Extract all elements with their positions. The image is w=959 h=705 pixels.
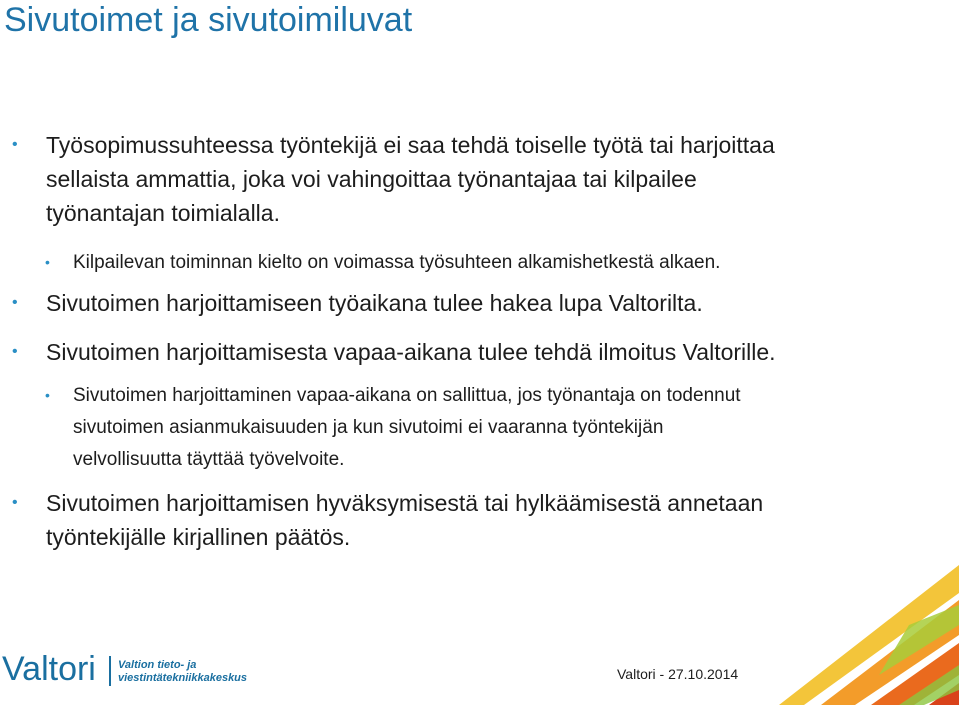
bullet-dot: • [45,387,50,403]
slide-title: Sivutoimet ja sivutoimiluvat [4,1,413,39]
bullet-line: velvollisuutta täyttää työvelvoite. [73,449,345,470]
bullet-line: Kilpailevan toiminnan kielto on voimassa työsuhteen alkamishetkestä alkaen. [73,252,721,273]
logo-tagline-2: viestintätekniikkakeskus [118,672,248,684]
logo-tagline-1: Valtion tieto- ja [118,659,197,671]
bullet-dot: • [45,254,50,270]
bullet-item [12,128,775,230]
bullet-dot: • [12,494,18,511]
bullet-line: Sivutoimen harjoittamiseen työaikana tulee hakea lupa Valtorilta. [46,290,703,316]
bullet-line: Sivutoimen harjoittaminen vapaa-aikana on sallittua, jos työnantaja on todennut [73,385,741,406]
bullet-line: Sivutoimen harjoittamisen hyväksymisestä tai hylkäämisestä annetaan [46,490,764,516]
bullet-dot: • [12,343,18,360]
sub-bullet-item [45,247,721,279]
footer-text: Valtori - 27.10.2014 [617,666,739,682]
bullet-item [12,486,764,554]
bullet-line: työntekijälle kirjallinen päätös. [46,524,351,550]
logo-divider [109,656,111,686]
bullet-line: Työsopimussuhteessa työntekijä ei saa tehdä toiselle työtä tai harjoittaa [46,132,775,158]
bullet-line: Sivutoimen harjoittamisesta vapaa-aikana tulee tehdä ilmoitus Valtorille. [46,339,776,365]
decorative-stripes [759,565,959,705]
bullet-dot: • [12,136,18,153]
bullet-line: sellaista ammattia, joka voi vahingoittaa työnantajaa tai kilpailee [46,166,697,192]
logo-wordmark: Valtori [2,650,96,688]
sub-bullet-item [45,380,741,476]
valtori-logo [0,642,248,703]
bullet-line: työnantajan toimialalla. [46,200,280,226]
bullet-item [12,286,703,320]
bullet-line: sivutoimen asianmukaisuuden ja kun sivutoimi ei vaaranna työntekijän [73,417,664,438]
bullet-dot: • [12,294,18,311]
bullet-item [12,335,776,369]
